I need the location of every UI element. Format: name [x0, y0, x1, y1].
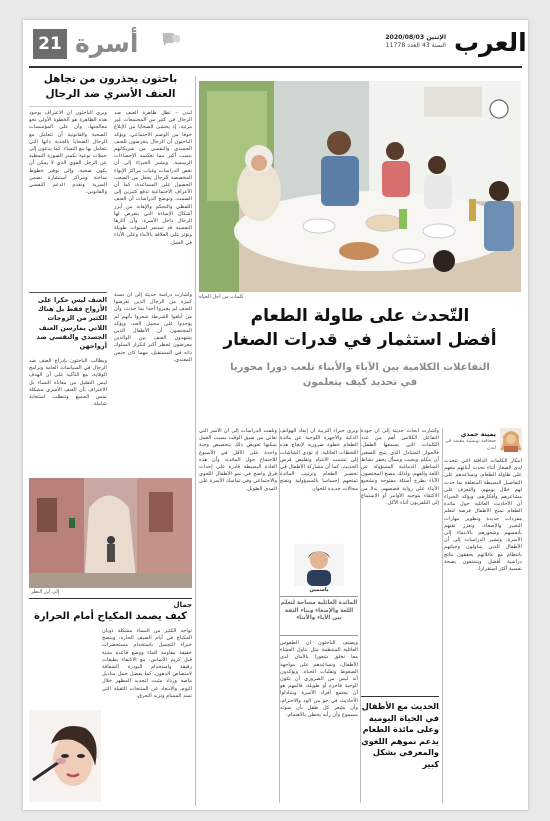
- main-col-2-body-top: وأشارت أبحاث حديثة إلى أن جودة التفاعل الكلامي أهم من عدد الكلمات التي يسمعها الطفل، فالحوار المتبادل الذي يتيح للصغير أن يتكلم ويجيب ويسأل يحفز نشاط المناطق الدماغية المسؤولة عن اللغة والفهم. ولذلك ينصح المختصون الآباء بطرح أسئلة مفتوحة وتشجيع الأبناء على رواية قصصهم، بدلا من الاكتفاء بتوجيه الأوامر أو الاستماع إلى التلفزيون أثناء الأكل.: [361, 428, 439, 507]
- main-col-3-body-bottom: ويضيف الباحثون أن الطقوس العائلية المنتظمة مثل تناول العشاء معا تخلق شعورا بالأمان لدى الأطفال، وتساعدهم على مواجهة الضغوط وتقلبات الحياة. ويؤكدون أنه ليس من الضروري أن تكون الوجبة فاخرة أو طويلة، فالمهم هو أن يجتمع أفراد الأسرة ويتبادلوا الأحاديث في جو من الود والاحترام، وأن يشعر كل طفل بأن صوته مسموع وأن رأيه يحظى بالاهتمام.: [280, 640, 358, 719]
- issue-number: السنة 43 العدد 11778: [385, 42, 446, 49]
- main-col-3: [280, 428, 358, 803]
- left-story-body-col-left: ويرى الباحثون أن الاعتراف بوجود هذه الظاهرة هو الخطوة الأولى نحو معالجتها، وأن على المؤسسات الصحية والقانونية أن تتعامل مع الرجال الضحايا بالجدية ذاتها التي تتعامل بها مع النساء. كما يدعون إلى حملات توعية تكسر الصورة النمطية عن الرجل القوي الذي لا يمكن أن يكون ضحية، وإلى توفير خطوط ساخنة ومراكز استشارة تضمن السرية وتقدم الدعم النفسي والقانوني.: [29, 110, 107, 196]
- main-col-3-body-top: ويرى خبراء التربية أن إبعاد الهواتف الذكية والأجهزة اللوحية عن مائدة الطعام خطوة ضرورية لإنجاح هذه اللحظات العائلية، إذ تؤدي الشاشات إلى تشتيت الانتباه وتقليص فرص الحديث. كما أن مشاركة الأطفال في تحضير الطعام وترتيب المائدة تمنحهم إحساسا بالمسؤولية وتفتح مجالات جديدة للحوار.: [280, 428, 358, 492]
- logo-text: العرب: [454, 28, 527, 57]
- main-boxed-quote-text: الحديث مع الأطفال في الحياة اليومية وعلى مائدة الطعام يدعم نموهم اللغوي والمعرفي بشكل كبير: [361, 701, 439, 769]
- main-col-4-body: وتلفت الدراسات إلى أن الأسر التي تعاني من ضيق الوقت بسبب العمل يمكنها تعويض ذلك بتخصيص وجبة واحدة على الأقل في الأسبوع للاجتماع حول المائدة، وأن هذه العادة البسيطة قادرة على إحداث فرق واضح في نمو الأطفال اللغوي والاجتماعي وفي تماسك الأسرة على المدى الطويل.: [199, 428, 277, 492]
- main-headline-line2: أفضل استثمار في قدرات الصغار: [223, 330, 497, 350]
- beauty-body: تواجه الكثير من النساء مشكلة ذوبان المكياج في أيام الصيف الحارة، وينصح خبراء التجميل باستخدام مستحضرات خفيفة مقاومة للماء ووضع قاعدة مثبتة قبل كريم الأساس، مع الاكتفاء بطبقات رقيقة واستخدام البودرة الشفافة لامتصاص الدهون. كما يفضل حمل مناديل ماصة ورذاذ مثبت لتجديد المظهر خلال اليوم، والابتعاد عن المنتجات الثقيلة التي تسد المسام وتزيد التعرق.: [102, 628, 192, 699]
- main-col-right-body: ابتكار الكلمات الدافئة التي تتحدث لدى الصغار أثناء تحدث أبنائهم معهم على طاولة الطعام، وتساعدهم على التفاصيل البسيطة المتعلقة بما حدث لهم خلال يومهم، والتعرف على مشاعرهم وأفكارهم. ويؤكد الخبراء أن الأحاديث العائلية حول مائدة الطعام تمنح الأطفال فرصة لتعلم مفردات جديدة وتطوير مهارات التعبير والإصغاء، وتعزز ثقتهم بأنفسهم وشعورهم بالانتماء إلى الأسرة. وتشير الدراسات إلى أن الأطفال الذين يتناولون وجباتهم بانتظام مع عائلاتهم يحققون نتائج دراسية أفضل ويتمتعون بصحة نفسية أكثر استقرارا.: [444, 458, 522, 573]
- quote-author-name: ياسمين: [309, 587, 329, 593]
- family-dinner-photo: [199, 81, 521, 292]
- left-story-body-col-left-2: ويطالب الباحثون بإدراج العنف ضد الرجال في السياسات العامة وبرامج الوقاية، مع التأكيد على أن الهدف ليس التقليل من معاناة النساء بل الاعتراف بأن العنف الأسري مشكلة تمس الجميع وتتطلب استجابة شاملة.: [29, 358, 107, 408]
- left-story-pullquote: [29, 292, 107, 352]
- date-block: [356, 34, 446, 50]
- left-story-body-col-right: لندن – تظل ظاهرة العنف ضد الرجال في كثير من المجتمعات غير مرئية، إذ يخشى الضحايا من الإبلاغ خوفا من الوصم الاجتماعي، ويؤكد الباحثون أن الرجال يتعرضون للعنف الجسدي والنفسي من شريكاتهم بنسب أكبر مما تعكسه الإحصاءات الرسمية. ويشير الخبراء إلى أن نقص الدراسات وغياب مراكز الإيواء المخصصة للرجال يجعل من الصعب الحصول على المساعدة، كما أن الأعراف الاجتماعية تدفع كثيرين إلى الصمت. وتوضح الدراسات أن العنف اللفظي والتحكم والإهانة من أبرز أشكال الإساءة التي يتعرض لها الرجال داخل الأسرة، وأن آثارها النفسية قد تستمر لسنوات طويلة وتؤثر على العلاقة بالأبناء وعلى الأداء في العمل.: [114, 110, 192, 246]
- page-number-box: [33, 29, 67, 59]
- issue-date: الإثنين 2020/08/03: [385, 34, 446, 41]
- main-pullquote: [280, 596, 358, 636]
- left-story-headline-line2: العنف الأسري ضد الرجال: [45, 88, 176, 100]
- author-role: صحافية تونسية مقيمة في لندن: [444, 439, 496, 451]
- section-header: [33, 28, 203, 60]
- speech-bubble-icon: [161, 31, 181, 47]
- main-headline-block: [199, 304, 521, 422]
- main-subhead-line1: التفاعلات الكلامية بين الآباء والأبناء تلعب دورا محوريا: [230, 362, 490, 373]
- beauty-story: [29, 598, 192, 803]
- beauty-section-label: جمال: [173, 601, 192, 609]
- quote-author-photo: [294, 544, 344, 586]
- left-story-headline-line1: باحثون يحذرون من تجاهل: [43, 73, 178, 85]
- author-name: يمينة حمدي: [460, 431, 496, 438]
- photo-credit: كلمات من أجل الحياة: [199, 294, 244, 300]
- beauty-alley-image: [29, 478, 192, 588]
- main-col-4: [199, 428, 277, 803]
- page-number: 21: [38, 34, 62, 54]
- main-headline-line1: التّحدث على طاولة الطعام: [250, 306, 470, 326]
- main-boxed-quote: [361, 696, 439, 802]
- section-name: أسرة: [75, 29, 139, 58]
- masthead: [23, 20, 528, 72]
- left-story-body-col-right-2: وأشارت دراسة حديثة إلى أن نسبة كبيرة من الرجال الذين تعرضوا للعنف لم يخبروا أحدا بما حدث، وأن من أبلغوا الشرطة شعروا بأنهم لم يؤخذوا على محمل الجد. ويؤكد المختصون أن الأطفال الذين يشهدون العنف بين الوالدين معرضون لخطر أكبر لتكرار السلوك ذاته في المستقبل، مهما كان جنس المعتدي.: [114, 292, 192, 363]
- makeup-model-image: [29, 710, 101, 802]
- beauty-image-caption: إلى أين النظر: [31, 589, 60, 595]
- beauty-headline: كيف يصمد المكياج أمام الحرارة: [34, 611, 187, 622]
- author-avatar: [500, 428, 522, 452]
- author-byline: [444, 430, 496, 452]
- logo: [454, 28, 527, 58]
- main-pullquote-text: المائدة العائلية مساحة لتعلم اللغة والإصغاء وبناء الثقة بين الآباء والأبناء: [280, 600, 358, 622]
- main-col-2: [361, 428, 439, 803]
- left-story-pullquote-text: العنف ليس حكرا على الأزواج فقط بل هناك الكثير من الزوجات اللاتي يمارسن العنف الجسدي والنفسي ضد أزواجهن: [36, 296, 107, 351]
- main-subhead-line2: في تحديد كيف يتعلمون: [302, 377, 418, 388]
- newspaper-page: [23, 20, 528, 810]
- main-col-right: [444, 428, 522, 803]
